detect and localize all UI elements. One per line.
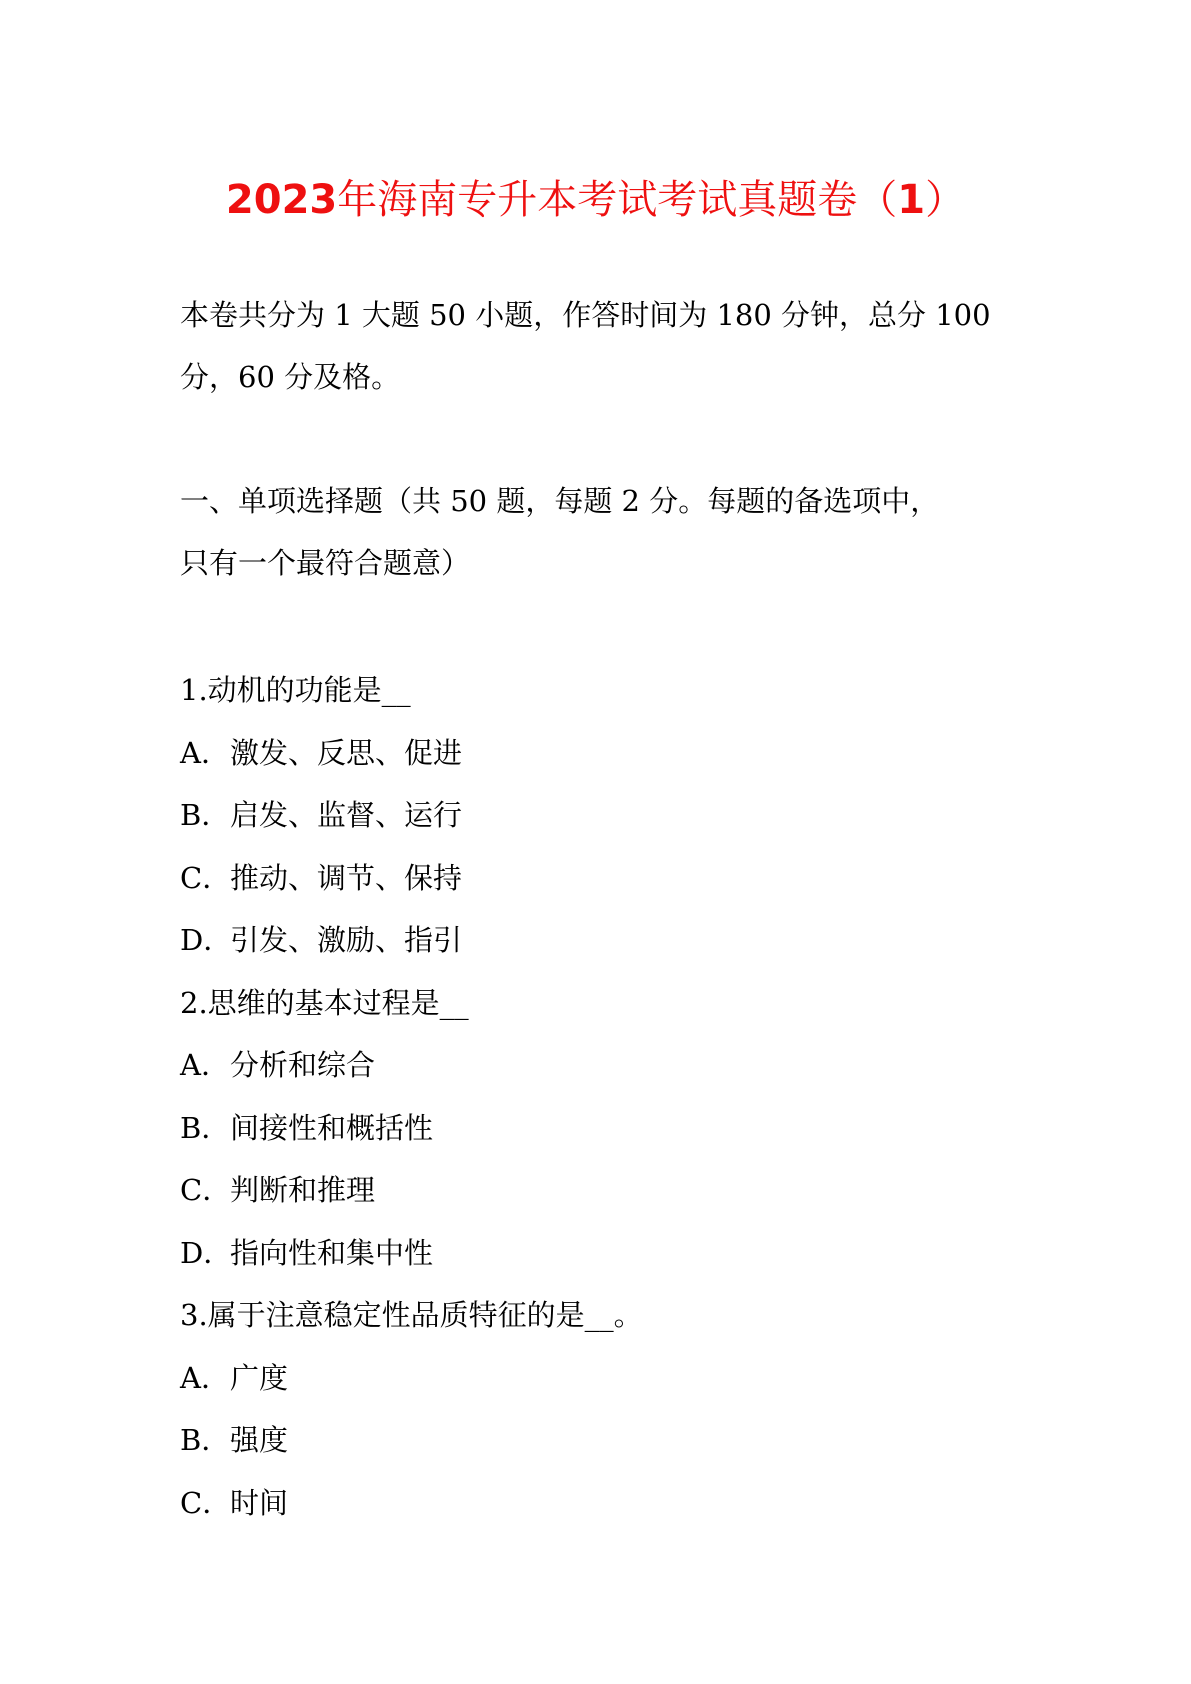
option-text: 指向性和集中性	[230, 1235, 434, 1270]
option-text: 间接性和概括性	[230, 1110, 434, 1145]
question-option	[180, 1159, 1020, 1222]
question-option	[180, 722, 1020, 785]
option-text: 时间	[230, 1485, 289, 1520]
option-letter: D．	[180, 1235, 233, 1270]
question-option	[180, 784, 1020, 847]
exam-intro	[180, 284, 1020, 408]
intro-line-2: 分，60 分及格。	[180, 360, 401, 394]
option-text: 启发、监督、运行	[230, 798, 463, 832]
question-stem: 3.属于注意稳定性品质特征的是__。	[180, 1298, 643, 1332]
title-year: 2023	[225, 177, 338, 223]
option-letter: B．	[180, 1423, 231, 1457]
option-text: 分析和综合	[230, 1048, 376, 1082]
section-line-1: 一、单项选择题（共 50 题，每题 2 分。每题的备选项中，	[180, 484, 940, 518]
option-text: 激发、反思、促进	[230, 735, 463, 770]
option-text: 推动、调节、保持	[230, 860, 463, 895]
option-letter: A．	[180, 735, 230, 770]
question-option	[180, 1222, 1020, 1285]
title-paren-number: 1	[897, 177, 926, 223]
intro-line-1: 本卷共分为 1 大题 50 小题，作答时间为 180 分钟，总分 100	[180, 298, 991, 332]
question-option	[180, 1472, 1020, 1535]
question-option	[180, 909, 1020, 972]
option-letter: A．	[180, 1360, 230, 1395]
question-option	[180, 847, 1020, 910]
option-text: 强度	[230, 1423, 289, 1457]
question-option	[180, 1409, 1020, 1472]
question-stem: 1.动机的功能是__	[180, 673, 411, 707]
section-heading	[180, 470, 1020, 594]
title-close: ）	[925, 177, 966, 223]
document-title	[0, 170, 1191, 230]
option-letter: B．	[180, 1110, 231, 1145]
question-option	[180, 1097, 1020, 1160]
section-line-2: 只有一个最符合题意）	[180, 546, 471, 580]
option-letter: B．	[180, 798, 231, 832]
question-stem: 2.思维的基本过程是__	[180, 985, 469, 1020]
question-option	[180, 1034, 1020, 1097]
question-option	[180, 1347, 1020, 1410]
option-letter: C．	[180, 1485, 232, 1520]
option-letter: A．	[180, 1048, 230, 1082]
question-list	[180, 659, 1020, 1534]
title-text: 年海南专升本考试考试真题卷（	[337, 177, 898, 223]
option-letter: C．	[180, 1173, 232, 1207]
option-text: 引发、激励、指引	[230, 923, 463, 957]
option-text: 广度	[230, 1360, 289, 1395]
option-letter: D．	[180, 923, 233, 957]
option-letter: C．	[180, 860, 232, 895]
option-text: 判断和推理	[230, 1173, 376, 1207]
